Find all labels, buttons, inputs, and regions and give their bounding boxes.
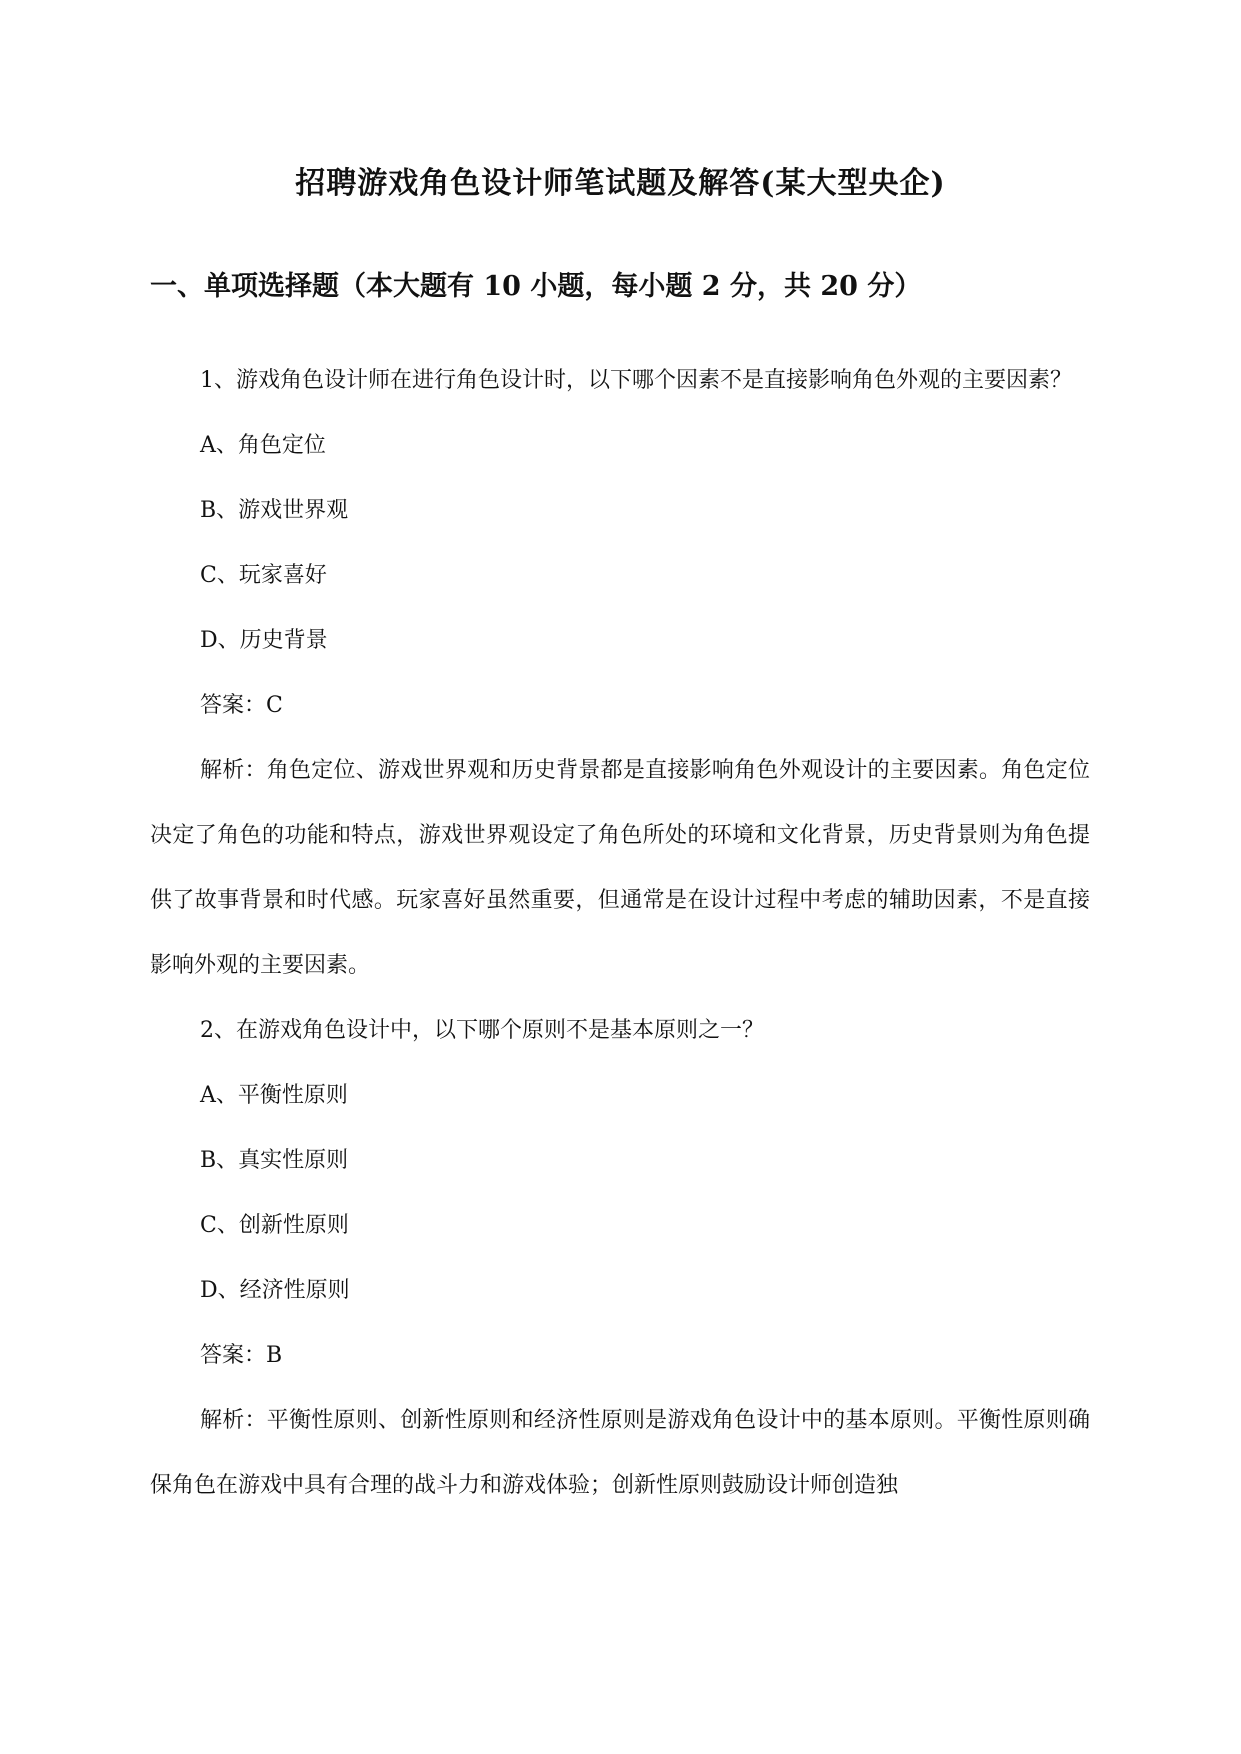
question-2-option-a: A、平衡性原则 [200,1083,348,1108]
question-1-option-a: A、角色定位 [200,433,326,458]
question-1-option-b: B、游戏世界观 [200,498,349,523]
question-1-option-d: D、历史背景 [200,628,328,653]
question-2-answer: 答案：B [200,1343,283,1368]
question-2-analysis: 解析：平衡性原则、创新性原则和经济性原则是游戏角色设计中的基本原则。平衡性原则确保角色在游戏中具有合理的战斗力和游戏体验；创新性原则鼓励设计师创造独 [150,1408,1090,1498]
section-heading: 一、单项选择题（本大题有 10 小题，每小题 2 分，共 20 分） [150,271,922,302]
question-2-option-c: C、创新性原则 [200,1213,349,1238]
document-title: 招聘游戏角色设计师笔试题及解答(某大型央企) [295,166,946,201]
question-2-option-d: D、经济性原则 [200,1278,350,1303]
question-1-answer: 答案：C [200,693,283,718]
question-1-stem: 1、游戏角色设计师在进行角色设计时，以下哪个因素不是直接影响角色外观的主要因素？ [200,368,1073,393]
question-list [150,348,1090,1518]
question-2-option-b: B、真实性原则 [200,1148,349,1173]
question-1-option-c: C、玩家喜好 [200,563,327,588]
question-2-stem: 2、在游戏角色设计中，以下哪个原则不是基本原则之一？ [200,1018,764,1043]
question-1-analysis: 解析：角色定位、游戏世界观和历史背景都是直接影响角色外观设计的主要因素。角色定位决定了角色的功能和特点，游戏世界观设定了角色所处的环境和文化背景，历史背景则为角色提供了故事背景和时代感。玩家喜好虽然重要，但通常是在设计过程中考虑的辅助因素，不是直接影响外观的主要因素。 [150,758,1090,978]
